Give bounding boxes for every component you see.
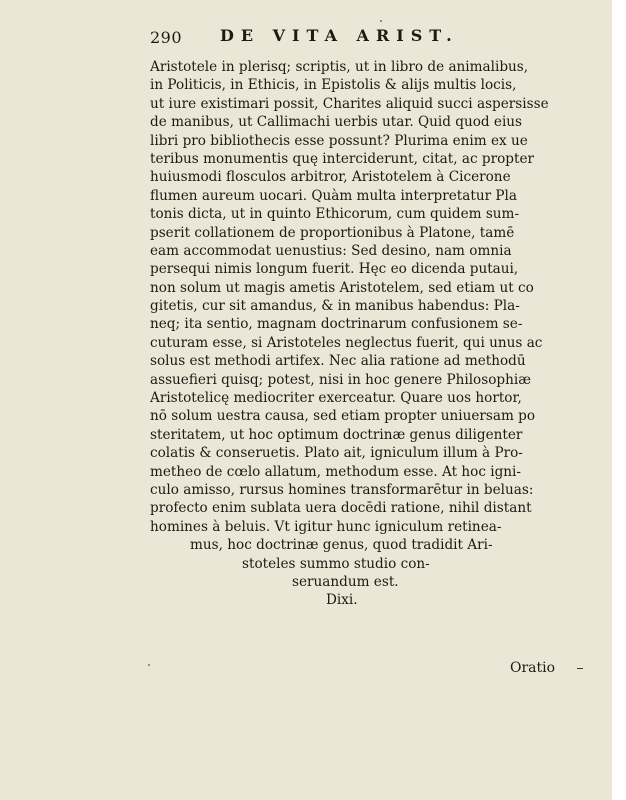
text-line: Aristotele in plerisq; scriptis, ut in libro de animalibus, (150, 59, 529, 75)
text-line: assuefieri quisq; potest, nisi in hoc genere Philosophiæ (150, 371, 531, 388)
paper-speck (148, 664, 150, 666)
text-line: flumen aureum uocari. Quàm multa interpretatur Pla (150, 187, 517, 204)
body-text (150, 58, 574, 610)
text-line: profecto enim sublata uera docēdi ratione, nihil distant (150, 500, 532, 517)
text-line: in Politicis, in Ethicis, in Epistolis & alijs multis locis, (150, 77, 517, 94)
text-line: de manibus, ut Callimachi uerbis utar. Quid quod eius (150, 114, 523, 131)
page-header (150, 26, 530, 48)
running-title: DE VITA ARIST. (220, 26, 459, 45)
text-line: tonis dicta, ut in quinto Ethicorum, cum quidem sum- (150, 206, 520, 223)
text-line: solus est methodi artifex. Nec alia ratione ad methodū (150, 353, 526, 370)
text-line: libri pro bibliothecis esse possunt? Plurima enim ex ue (150, 132, 528, 149)
text-line: eam accommodat uenustius: Sed desino, nam omnia (150, 242, 512, 259)
text-line: Aristotelicę mediocriter exerceatur. Quare uos hortor, (150, 390, 522, 407)
text-line: non solum ut magis ametis Aristotelem, sed etiam ut co (150, 279, 534, 296)
text-line: gitetis, cur sit amandus, & in manibus habendus: Pla- (150, 298, 520, 315)
text-line: nō solum uestra causa, sed etiam propter uniuersam po (150, 408, 536, 425)
text-line: mus, hoc doctrinæ genus, quod tradidit Ari- (190, 537, 493, 554)
text-line: huiusmodi flosculos arbitror, Aristotelem à Cicerone (150, 169, 511, 186)
text-line: steritatem, ut hoc optimum doctrinæ genus diligenter (150, 426, 523, 443)
text-line: colatis & conseruetis. Plato ait, igniculum illum à Pro- (150, 445, 523, 462)
text-line: culo amisso, rursus homines transformarētur in beluas: (150, 481, 534, 498)
text-line: stoteles summo studio con- (242, 555, 430, 572)
page-number: 290 (150, 28, 183, 47)
closing-word: Dixi. (326, 592, 358, 609)
text-line: metheo de cœlo allatum, methodum esse. At hoc igni- (150, 463, 522, 480)
catchword: Oratio (510, 660, 556, 676)
text-line: homines à beluis. Vt igitur hunc igniculum retinea- (150, 518, 502, 535)
paper-speck (380, 20, 382, 22)
text-line: persequi nimis longum fuerit. Hęc eo dicenda putaui, (150, 261, 519, 278)
text-line: neq; ita sentio, magnam doctrinarum confusionem se- (150, 316, 523, 333)
text-line: ut iure existimari possit, Charites aliquid succi aspersisse (150, 95, 549, 112)
text-line: cuturam esse, si Aristoteles neglectus fuerit, qui unus ac (150, 334, 543, 351)
text-line: pserit collationem de proportionibus à Platone, tamē (150, 224, 515, 241)
catchword-dash (577, 668, 583, 669)
text-line: seruandum est. (292, 573, 399, 590)
text-line: teribus monumentis quę interciderunt, citat, ac propter (150, 150, 535, 167)
